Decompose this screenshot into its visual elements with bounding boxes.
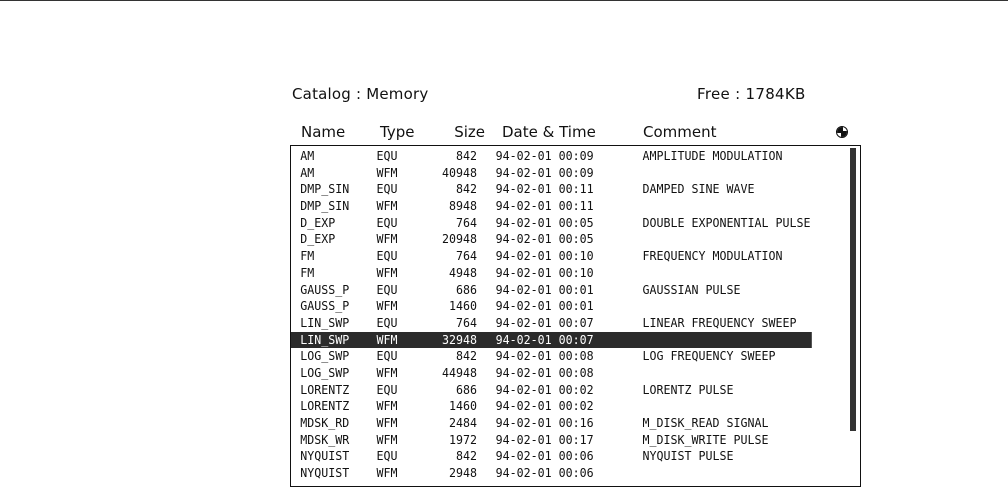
column-header-size[interactable]: Size xyxy=(454,123,485,141)
file-type: WFM xyxy=(376,431,398,447)
file-date: 94-02-01 00:07 xyxy=(495,331,594,347)
file-row[interactable] xyxy=(291,198,812,215)
file-size: 764 xyxy=(456,248,477,264)
file-type: EQU xyxy=(376,148,398,163)
file-size: 686 xyxy=(456,281,477,297)
scrollbar-thumb[interactable] xyxy=(850,148,856,431)
file-name: MDSK_WR xyxy=(300,431,350,447)
file-list[interactable] xyxy=(290,145,861,487)
file-row[interactable] xyxy=(291,248,812,265)
file-type: EQU xyxy=(376,348,398,364)
file-row[interactable] xyxy=(291,181,812,198)
file-name: GAUSS_P xyxy=(300,298,350,314)
file-date: 94-02-01 00:11 xyxy=(495,198,594,214)
file-size: 2484 xyxy=(448,415,477,430)
file-row[interactable] xyxy=(291,231,812,248)
file-size: 842 xyxy=(456,148,477,163)
file-date: 94-02-01 00:10 xyxy=(495,264,594,280)
file-name: AM xyxy=(300,164,315,180)
file-date: 94-02-01 00:05 xyxy=(495,231,594,247)
file-name: LIN_SWP xyxy=(300,331,350,347)
file-type: EQU xyxy=(376,214,398,230)
file-size: 2948 xyxy=(448,465,477,481)
file-row[interactable] xyxy=(291,315,812,332)
file-size: 764 xyxy=(456,314,477,330)
file-comment: FREQUENCY MODULATION xyxy=(642,248,783,264)
file-row[interactable] xyxy=(291,365,812,382)
file-comment: AMPLITUDE MODULATION xyxy=(642,148,783,163)
file-name: NYQUIST xyxy=(300,448,350,464)
file-type: EQU xyxy=(376,248,398,264)
file-size: 4948 xyxy=(448,264,477,280)
file-row[interactable] xyxy=(291,465,812,482)
file-row[interactable] xyxy=(291,348,812,365)
file-name: LORENTZ xyxy=(300,398,350,414)
column-header-type[interactable]: Type xyxy=(380,123,415,141)
file-name: AM xyxy=(300,148,315,163)
file-size: 40948 xyxy=(441,164,477,180)
file-size: 842 xyxy=(456,348,477,364)
file-comment: GAUSSIAN PULSE xyxy=(642,281,741,297)
file-date: 94-02-01 00:02 xyxy=(495,398,594,414)
file-row[interactable] xyxy=(291,448,812,465)
file-type: WFM xyxy=(376,264,398,280)
file-date: 94-02-01 00:07 xyxy=(495,314,594,330)
file-list-rows xyxy=(291,148,851,482)
file-comment: LOG FREQUENCY SWEEP xyxy=(642,348,776,364)
file-name: D_EXP xyxy=(300,231,336,247)
file-row[interactable] xyxy=(291,382,812,399)
file-row[interactable] xyxy=(291,432,812,449)
top-divider xyxy=(0,0,1008,1)
file-name: LIN_SWP xyxy=(300,314,350,330)
file-type: WFM xyxy=(376,164,398,180)
file-size: 764 xyxy=(456,214,477,230)
file-size: 842 xyxy=(456,181,477,197)
file-date: 94-02-01 00:09 xyxy=(495,148,594,163)
file-name: LOG_SWP xyxy=(300,348,350,364)
file-type: EQU xyxy=(376,281,398,297)
file-size: 1460 xyxy=(448,298,477,314)
file-size: 1972 xyxy=(448,431,477,447)
free-space-label: Free : 1784KB xyxy=(697,85,806,103)
file-name: MDSK_RD xyxy=(300,415,350,430)
file-comment: LINEAR FREQUENCY SWEEP xyxy=(642,314,797,330)
file-size: 44948 xyxy=(441,364,477,380)
file-date: 94-02-01 00:08 xyxy=(495,348,594,364)
file-row[interactable] xyxy=(291,165,812,182)
file-comment: NYQUIST PULSE xyxy=(642,448,734,464)
file-size: 20948 xyxy=(441,231,477,247)
file-comment: M_DISK_READ SIGNAL xyxy=(642,415,769,430)
column-header-comment[interactable]: Comment xyxy=(643,123,717,141)
busy-indicator-icon xyxy=(836,126,848,138)
file-date: 94-02-01 00:02 xyxy=(495,381,594,397)
file-type: EQU xyxy=(376,381,398,397)
file-row[interactable] xyxy=(291,282,812,299)
file-size: 686 xyxy=(456,381,477,397)
file-name: DMP_SIN xyxy=(300,198,350,214)
file-date: 94-02-01 00:06 xyxy=(495,448,594,464)
file-type: EQU xyxy=(376,181,398,197)
file-comment: LORENTZ PULSE xyxy=(642,381,734,397)
file-date: 94-02-01 00:05 xyxy=(495,214,594,230)
file-name: FM xyxy=(300,264,315,280)
file-row[interactable] xyxy=(291,398,812,415)
file-type: WFM xyxy=(376,415,398,430)
catalog-title: Catalog : Memory xyxy=(292,85,429,103)
file-size: 842 xyxy=(456,448,477,464)
file-row[interactable] xyxy=(291,332,812,349)
file-name: LOG_SWP xyxy=(300,364,350,380)
file-row[interactable] xyxy=(291,415,812,432)
file-name: FM xyxy=(300,248,315,264)
file-row[interactable] xyxy=(291,215,812,232)
column-header-name[interactable]: Name xyxy=(301,123,346,141)
file-type: WFM xyxy=(376,298,398,314)
file-row[interactable] xyxy=(291,265,812,282)
file-name: DMP_SIN xyxy=(300,181,350,197)
file-name: LORENTZ xyxy=(300,381,350,397)
file-type: EQU xyxy=(376,314,398,330)
file-date: 94-02-01 00:16 xyxy=(495,415,594,430)
file-date: 94-02-01 00:10 xyxy=(495,248,594,264)
file-date: 94-02-01 00:01 xyxy=(495,281,594,297)
file-row[interactable] xyxy=(291,148,812,165)
file-date: 94-02-01 00:01 xyxy=(495,298,594,314)
file-name: NYQUIST xyxy=(300,465,350,481)
file-date: 94-02-01 00:09 xyxy=(495,164,594,180)
column-header-date-time[interactable]: Date & Time xyxy=(502,123,596,141)
file-comment: DOUBLE EXPONENTIAL PULSE xyxy=(642,214,811,230)
file-type: WFM xyxy=(376,465,398,481)
file-name: D_EXP xyxy=(300,214,336,230)
file-date: 94-02-01 00:08 xyxy=(495,364,594,380)
file-comment: DAMPED SINE WAVE xyxy=(642,181,755,197)
file-type: WFM xyxy=(376,398,398,414)
file-size: 1460 xyxy=(448,398,477,414)
file-size: 8948 xyxy=(448,198,477,214)
file-row[interactable] xyxy=(291,298,812,315)
file-type: WFM xyxy=(376,198,398,214)
file-type: WFM xyxy=(376,331,398,347)
file-type: WFM xyxy=(376,231,398,247)
file-size: 32948 xyxy=(441,331,477,347)
file-comment: M_DISK_WRITE PULSE xyxy=(642,431,769,447)
file-date: 94-02-01 00:11 xyxy=(495,181,594,197)
file-name: GAUSS_P xyxy=(300,281,350,297)
file-date: 94-02-01 00:17 xyxy=(495,431,594,447)
file-type: EQU xyxy=(376,448,398,464)
file-date: 94-02-01 00:06 xyxy=(495,465,594,481)
file-type: WFM xyxy=(376,364,398,380)
